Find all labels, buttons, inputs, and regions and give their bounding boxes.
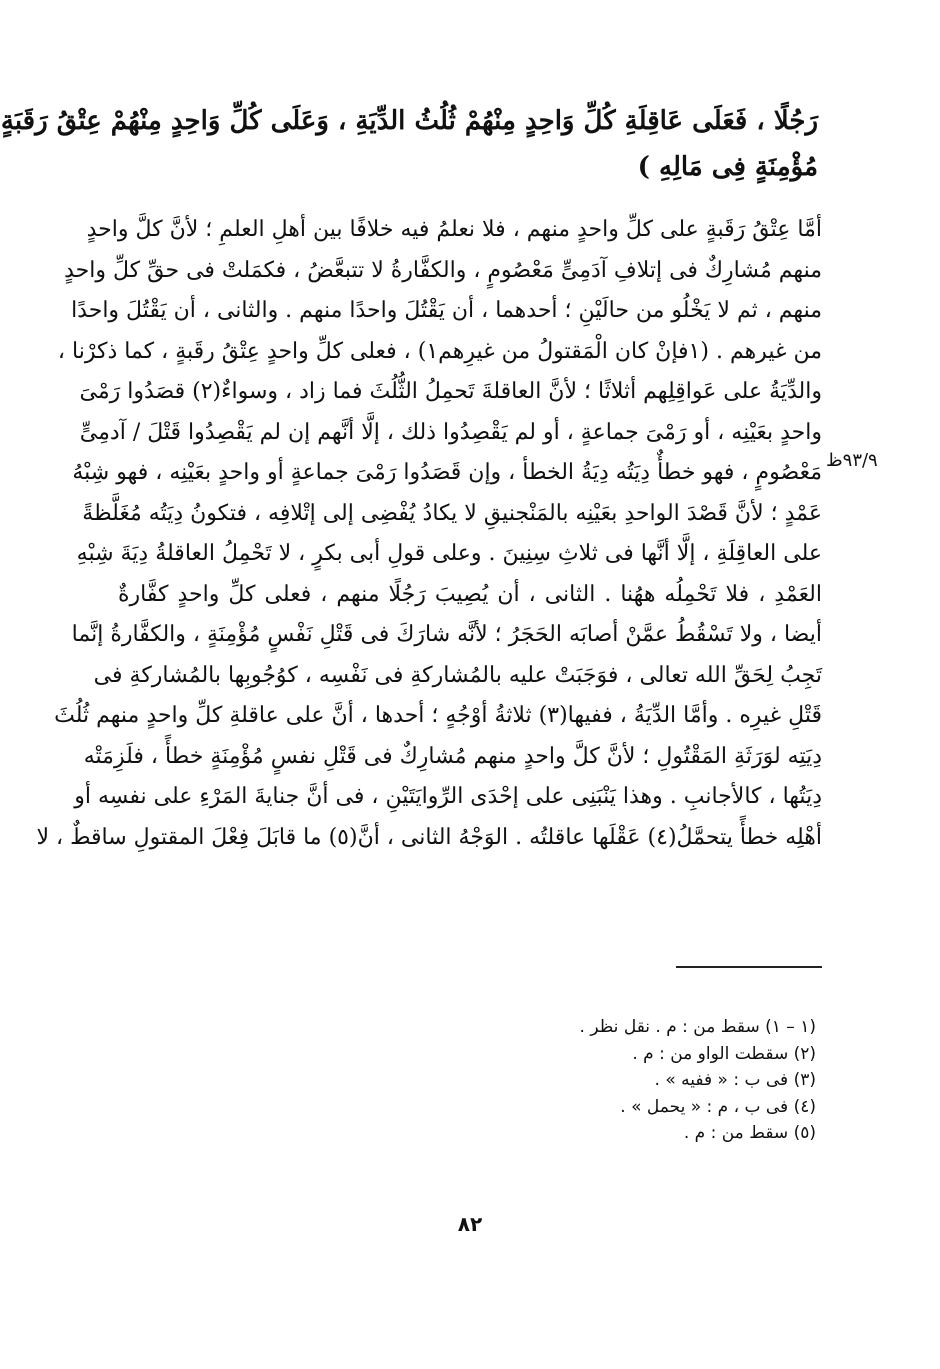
text-line: دِيَتُها ، كالأجانبِ . وهذا يَنْبَنِى على إحْدَى الرِّوايَتَيْنِ ، فى أنَّ جنايةَ المَرْءِ على نفسِه أو [74,784,822,809]
text-line: أمَّا عِتْقُ رَقَبةٍ على كلِّ واحدٍ منهم ، فلا نعلمُ فيه خلافًا بين أهلِ العلمِ ؛ لأنَّ كلَّ واحدٍ [86,217,822,242]
footnote-separator [676,966,822,968]
text-line: تَجِبُ لِحَقِّ الله تعالى ، فوَجَبَتْ عليه بالمُشاركةِ فى نَفْسِه ، كوُجُوبِها بالمُشاركةِ فى [93,662,822,688]
text-line: مَعْصُومٍ ، فهو خطأٌ دِيَتُه دِيَةُ الخطأ ، وإن قَصَدُوا رَمْىَ جماعةٍ أو واحدٍ بعَيْنِه ، فهو شِبْهُ [72,460,822,485]
footnote: (٣) فى ب : « ففيه » . [654,1070,816,1090]
text-line: أيضا ، ولا تَسْقُطُ عمَّنْ أصابَه الحَجَرُ ؛ لأنَّه شارَكَ فى قَتْلِ نَفْسٍ مُؤْمِنَةٍ ، والكفَّارةُ إنَّما [71,622,822,647]
footnote: (٥) سقط من : م . [683,1123,816,1143]
text-line: منهم ، ثم لا يَخْلُو من حالَيْنِ ؛ أحدهما ، أن يَقْتُلَ واحدًا منهم . والثانى ، أن يَقْتُلَ واحدًا [71,298,822,323]
text-line: العَمْدِ ، فلا تَحْمِلُه ههُنا . الثانى ، أن يُصِيبَ رَجُلًا منهم ، فعلى كلِّ واحدٍ كفَّارةٌ [118,581,822,607]
commentary-text [36,210,822,858]
footnote: (٢) سقطت الواو من : م . [632,1043,816,1064]
quran-line: رَجُلًا ، فَعَلَى عَاقِلَةِ كُلِّ وَاحِدٍ مِنْهُمْ ثُلُثُ الدِّيَةِ ، وَعَلَى كُلِّ وَاحِدٍ مِنْهُمْ عِتْقُ رَقَبَةٍ [0,106,818,136]
text-line: على العاقِلَةِ ، إلَّا أنَّها فى ثلاثِ سِنِينَ . وعلى قولِ أبى بكرٍ ، لا تَحْمِلُ العاقلةُ دِيَةَ شِبْهِ [76,541,822,566]
footnote: (٤) فى ب ، م : « يحمل » . [620,1096,816,1117]
text-line: واحدٍ بعَيْنِه ، أو رَمْىَ جماعةٍ ، أو لم يَقْصِدُوا ذلك ، إلَّا أنَّهم إن لم يَقْصِدُوا قَتْلَ / آدمِىٍّ [79,419,822,445]
footnotes [440,1014,816,1147]
manuscript-folio-reference: ٩٣/٩ظ [826,450,878,471]
text-line: والدِّيَةُ على عَواقِلِهم أثلاثًا ؛ لأنَّ العاقلةَ تَحمِلُ الثُّلُثَ فما زاد ، وسواءٌ(٢) قصَدُوا رَمْىَ [79,379,822,404]
text-line: دِيَتِه لوَرَثَةِ المَقْتُولِ ؛ لأنَّ كلَّ واحدٍ منهم مُشارِكٌ فى قَتْلِ نفسٍ مُؤْمِنَةٍ خطأً ، فلَزِمَتْه [83,743,822,769]
text-line: من غيرهم . (١فإنْ كان الْمَقتولُ من غيرِهم١) ، فعلى كلِّ واحدٍ عِتْقُ رقَبةٍ ، كما ذكرْنا ، [57,338,822,364]
text-line: عَمْدٍ ؛ لأنَّ قَصْدَ الواحدِ بعَيْنِه بالمَنْجنيقِ لا يكادُ يُفْضِى إلى إتْلافِه ، فتكونُ دِيَتُه مُغَلَّظةً [82,500,822,526]
page-number: ٨٢ [457,1212,483,1236]
quran-line: مُؤْمِنَةٍ فِى مَالِهِ ) [637,152,818,182]
text-line: منهم مُشارِكٌ فى إتلافِ آدَمِىٍّ مَعْصُومٍ ، والكفَّارةُ لا تتبعَّضُ ، فكمَلتْ فى حقِّ كلِّ واحدٍ [64,257,822,283]
text-line: قَتْلِ غيرِه . وأمَّا الدِّيَةُ ، ففيها(٣) ثلاثةُ أوْجُهٍ ؛ أحدها ، أنَّ على عاقلةِ كلِّ واحدٍ منهم ثُلُثَ [54,703,822,728]
text-line: أهْلِه خطأً يتحمَّلُ(٤) عَقْلَها عاقلتُه . الوَجْهُ الثانى ، أنَّ(٥) ما قابَلَ فِعْلَ المقتولِ ساقطٌ ، لا [36,824,822,850]
footnote: (١ – ١) سقط من : م . نقل نظر . [579,1017,816,1037]
quran-verse [0,98,818,190]
